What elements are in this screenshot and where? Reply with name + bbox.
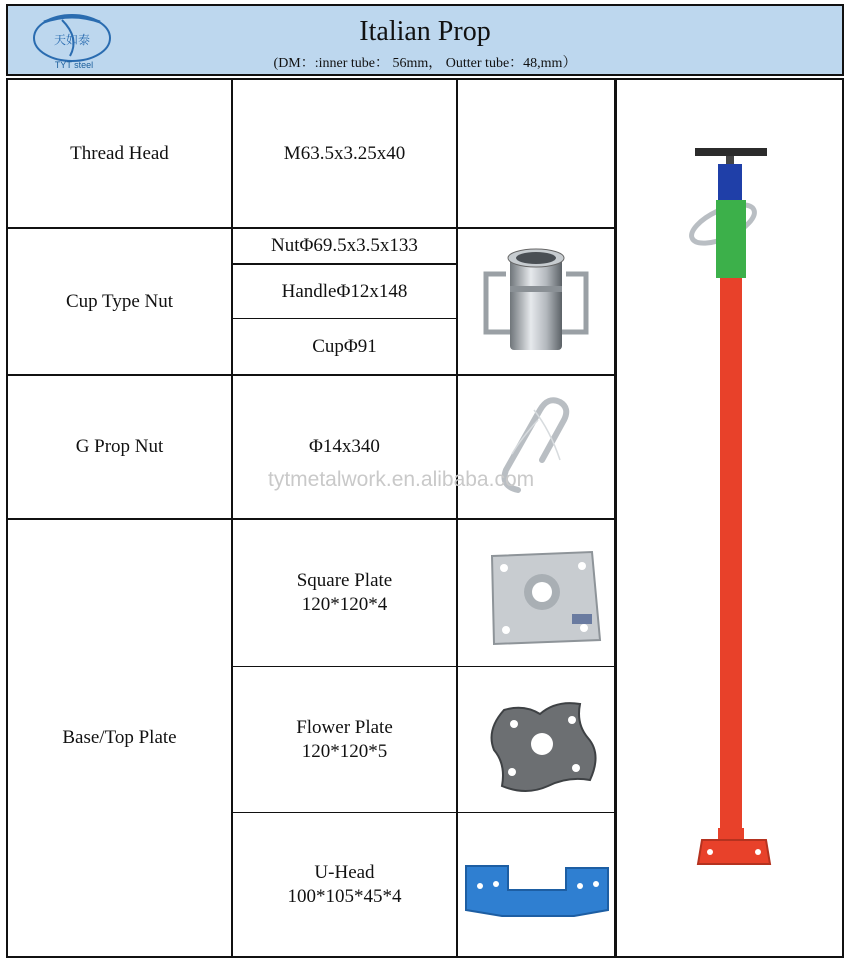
table-border-right xyxy=(842,78,844,958)
thread-head-name: Thread Head xyxy=(70,142,169,164)
cup-nut-spec-cup: CupΦ91 xyxy=(312,335,377,357)
uhead-name: U-Head xyxy=(314,861,375,883)
uhead-spec xyxy=(233,813,456,956)
thread-head-spec: M63.5x3.25x40 xyxy=(283,142,406,164)
flower-plate-spec xyxy=(233,667,456,812)
uhead-size: 100*105*45*4 xyxy=(287,885,402,907)
flower-plate-name: Flower Plate xyxy=(296,716,393,738)
flower-plate-image xyxy=(484,690,604,800)
table-border-bottom xyxy=(6,956,844,958)
cup-nut-spec-nut: NutΦ69.5x3.5x133 xyxy=(271,235,418,257)
cup-nut-image xyxy=(478,240,596,360)
logo-text: TYT steel xyxy=(54,60,94,70)
uhead-image xyxy=(462,860,612,922)
cup-nut-spec-handle: HandleΦ12x148 xyxy=(281,280,408,302)
square-plate-spec xyxy=(233,520,456,666)
logo-characters: 天如泰 xyxy=(53,33,91,47)
g-nut-name: G Prop Nut xyxy=(75,436,164,458)
plates-name: Base/Top Plate xyxy=(62,727,177,749)
cup-nut-name: Cup Type Nut xyxy=(65,290,174,312)
square-plate-image xyxy=(484,546,604,650)
flower-plate-size: 120*120*5 xyxy=(301,740,388,762)
square-plate-size: 120*120*4 xyxy=(301,594,388,615)
page-subtitle: (DM：:inner tube： 56mm， Outter tube：48,mm） xyxy=(273,56,577,71)
square-plate-name: Square Plate xyxy=(296,570,393,592)
page-title: Italian Prop xyxy=(359,16,491,47)
watermark: tytmetalwork.en.alibaba.com xyxy=(268,468,535,491)
italian-prop-image xyxy=(660,140,800,870)
g-nut-spec: Φ14x340 xyxy=(309,436,380,458)
